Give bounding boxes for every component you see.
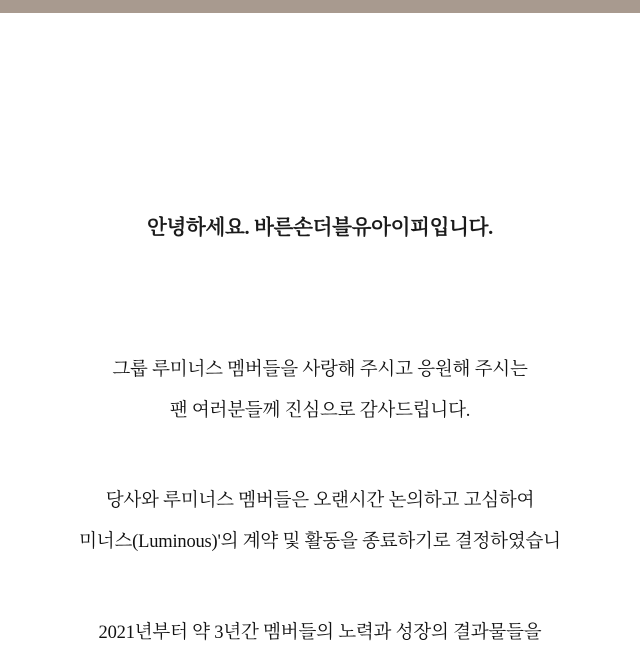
paragraph-decision [0, 481, 640, 563]
paragraph-decision-line-1: 당사와 루미너스 멤버들은 오랜시간 논의하고 고심하여 [105, 491, 535, 511]
paragraph-thanks-line-2: 팬 여러분들께 진심으로 감사드립니다. [169, 401, 471, 421]
paragraph-history-line-1: 2021년부터 약 3년간 멤버들의 노력과 성장의 결과물들을 [98, 623, 542, 643]
paragraph-thanks-line-1: 그룹 루미너스 멤버들을 사랑해 주시고 응원해 주시는 [112, 360, 528, 380]
announcement-content [0, 13, 640, 643]
page-title: 안녕하세요. 바른손더블유아이피입니다. [146, 217, 494, 239]
paragraph-decision-line-2: 미너스(Luminous)'의 계약 및 활동을 종료하기로 결정하였습니 [79, 532, 561, 552]
top-color-band [0, 0, 640, 13]
paragraph-thanks [0, 350, 640, 432]
paragraph-history [0, 613, 640, 654]
